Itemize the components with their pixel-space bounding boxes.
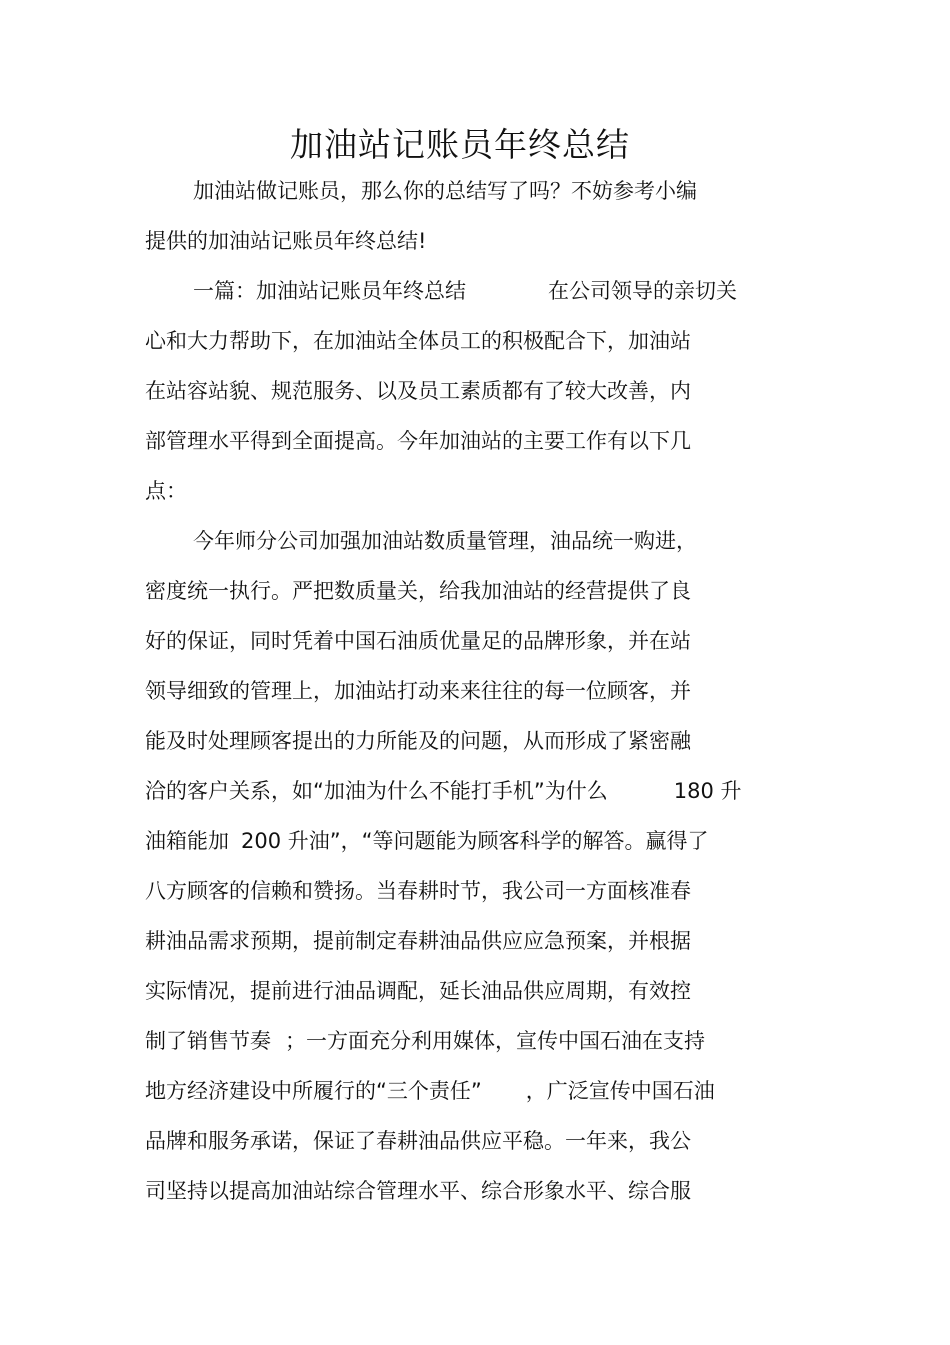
text-span: 司坚持以提高加油站综合管理水平、综合形象水平、综合服 <box>145 1179 691 1203</box>
paragraph-line <box>145 876 691 906</box>
text-span: 200 升油”，“等问题能为顾客科学的解答。赢得了 <box>241 829 709 853</box>
paragraph-line <box>145 376 691 406</box>
text-span: 今年师分公司加强加油站数质量管理，油品统一购进， <box>193 529 697 553</box>
paragraph-line <box>145 1076 715 1106</box>
text-span: 密度统一执行。严把数质量关，给我加油站的经营提供了良 <box>145 579 691 603</box>
paragraph-line <box>145 676 691 706</box>
text-span: 制了销售节奏 <box>145 1029 271 1053</box>
text-span: 地方经济建设中所履行的“三个责任” <box>145 1079 482 1103</box>
section-heading: 一篇：加油站记账员年终总结 <box>193 279 466 303</box>
text-span: 能及时处理顾客提出的力所能及的问题，从而形成了紧密融 <box>145 729 691 753</box>
text-span: ；一方面充分利用媒体，宣传中国石油在支持 <box>285 1029 705 1053</box>
paragraph-line <box>145 1176 691 1206</box>
paragraph-line <box>145 726 691 756</box>
text-span: 加油站做记账员，那么你的总结写了吗？不妨参考小编 <box>193 179 697 203</box>
text-span: 耕油品需求预期，提前制定春耕油品供应应急预案，并根据 <box>145 929 691 953</box>
text-span: 领导细致的管理上，加油站打动来来往往的每一位顾客，并 <box>145 679 691 703</box>
paragraph-line <box>145 326 691 356</box>
text-span: 品牌和服务承诺，保证了春耕油品供应平稳。一年来，我公 <box>145 1129 691 1153</box>
text-span: 八方顾客的信赖和赞扬。当春耕时节，我公司一方面核准春 <box>145 879 691 903</box>
paragraph-line <box>145 926 691 956</box>
text-span: 点： <box>145 479 187 503</box>
paragraph-line <box>145 476 187 506</box>
text-span: 在站容站貌、规范服务、以及员工素质都有了较大改善，内 <box>145 379 691 403</box>
text-span: 部管理水平得到全面提高。今年加油站的主要工作有以下几 <box>145 429 691 453</box>
text-span: 洽的客户关系，如“加油为什么不能打手机”为什么 <box>145 779 608 803</box>
text-span: 油箱能加 <box>145 829 229 853</box>
paragraph-line <box>193 176 697 206</box>
paragraph-line <box>145 826 709 856</box>
paragraph-line <box>145 776 742 806</box>
text-span: 180 升 <box>673 779 742 803</box>
paragraph-line <box>193 276 737 306</box>
text-span: ，广泛宣传中国石油 <box>525 1079 715 1103</box>
document-title: 加油站记账员年终总结 <box>290 125 630 164</box>
text-span: 实际情况，提前进行油品调配，延长油品供应周期，有效控 <box>145 979 691 1003</box>
paragraph-line <box>145 1126 691 1156</box>
paragraph-line <box>145 426 691 456</box>
text-span: 心和大力帮助下，在加油站全体员工的积极配合下，加油站 <box>145 329 691 353</box>
paragraph-line <box>145 1026 705 1056</box>
text-span: 提供的加油站记账员年终总结! <box>145 229 427 253</box>
paragraph-line <box>145 226 426 256</box>
paragraph-line <box>145 976 691 1006</box>
text-span: 好的保证，同时凭着中国石油质优量足的品牌形象，并在站 <box>145 629 691 653</box>
paragraph-line <box>145 576 691 606</box>
text-span: 在公司领导的亲切关 <box>548 279 737 303</box>
paragraph-line <box>193 526 697 556</box>
paragraph-line <box>145 626 691 656</box>
